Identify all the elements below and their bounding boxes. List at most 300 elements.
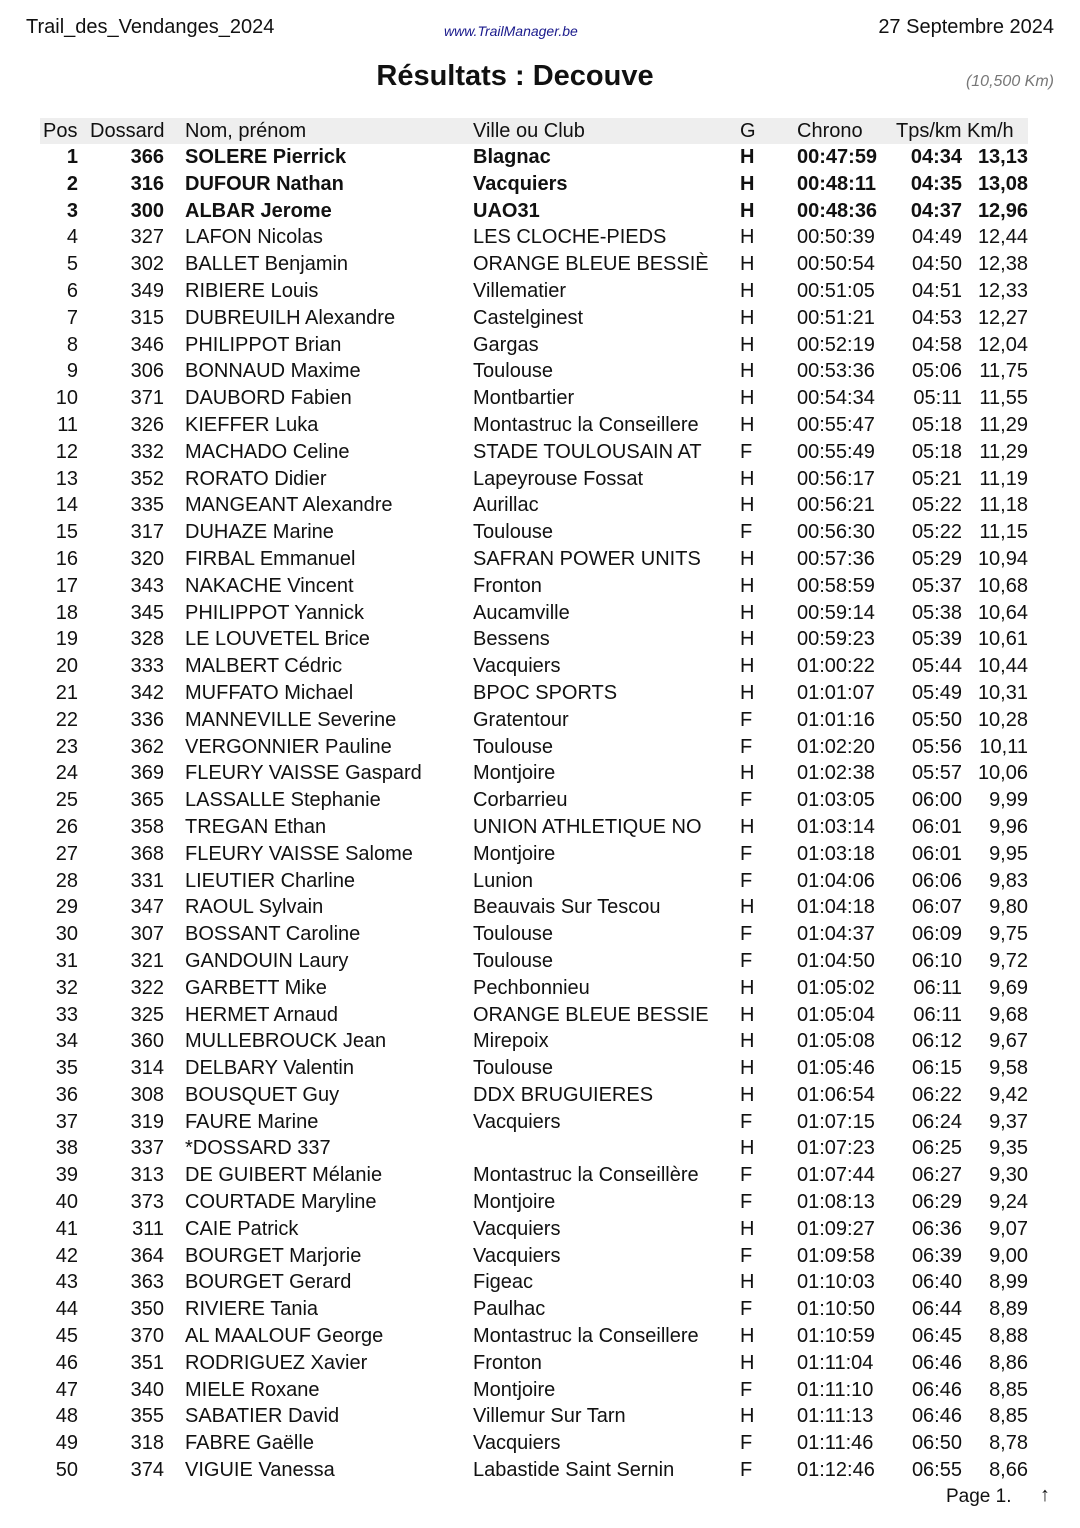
cell-sex: F [740,1378,753,1401]
cell-sex: F [740,842,753,865]
cell-time: 01:08:13 [797,1191,875,1214]
cell-speed: 9,37 [989,1110,1028,1133]
cell-speed: 10,68 [977,574,1028,597]
cell-club: Gargas [473,333,539,356]
cell-time: 01:09:27 [797,1217,875,1240]
cell-time: 00:57:36 [797,547,875,570]
cell-club: Toulouse [473,735,554,758]
cell-pos: 1 [66,146,78,168]
cell-pace: 04:53 [911,306,962,329]
cell-pace: 06:22 [911,1083,962,1106]
cell-speed: 8,99 [989,1271,1028,1294]
up-arrow-icon[interactable]: ↑ [1040,1484,1050,1506]
cell-time: 00:50:54 [797,253,875,276]
cell-sex: H [740,976,755,999]
cell-sex: F [740,789,753,812]
cell-club: Montbartier [473,387,575,410]
cell-sex: H [740,1217,755,1240]
cell-pos: 6 [66,279,78,302]
cell-name: ALBAR Jerome [185,199,332,222]
cell-pace: 05:18 [911,413,962,436]
cell-dossard: 327 [130,226,164,249]
cell-club: Toulouse [473,360,554,383]
cell-sex: H [740,172,755,195]
cell-pace: 04:49 [911,226,962,249]
cell-sex: H [740,815,755,838]
col-pos-header: Pos [43,120,78,142]
cell-name: MALBERT Cédric [185,655,343,678]
cell-time: 01:06:54 [797,1083,875,1106]
cell-pos: 35 [55,1057,78,1080]
table-row [40,1109,1028,1136]
cell-time: 00:47:59 [797,146,878,168]
cell-dossard: 317 [130,521,164,544]
cell-dossard: 314 [130,1057,164,1080]
cell-sex: F [740,521,753,544]
cell-name: LE LOUVETEL Brice [185,628,370,651]
cell-dossard: 320 [130,547,164,570]
cell-name: LIEUTIER Charline [185,869,356,892]
cell-pos: 47 [55,1378,78,1401]
table-row [40,894,1028,921]
cell-club: Aucamville [473,601,570,624]
cell-dossard: 352 [130,467,164,490]
table-row [40,1457,1028,1484]
cell-dossard: 308 [130,1083,164,1106]
cell-sex: H [740,387,755,410]
cell-name: RIVIERE Tania [185,1298,319,1321]
cell-pos: 45 [55,1325,78,1348]
cell-speed: 11,75 [979,360,1028,383]
table-row [40,278,1028,305]
cell-pace: 05:44 [911,655,962,678]
cell-dossard: 366 [130,146,164,168]
cell-pace: 06:00 [911,789,962,812]
cell-name: PHILIPPOT Yannick [185,601,364,624]
cell-time: 00:52:19 [797,333,875,356]
cell-pace: 06:46 [911,1351,962,1374]
site-link[interactable]: www.TrailManager.be [444,23,578,39]
cell-dossard: 351 [130,1351,164,1374]
cell-name: DUHAZE Marine [185,521,334,544]
cell-sex: H [740,628,755,651]
cell-sex: F [740,1432,753,1455]
cell-dossard: 311 [132,1217,164,1240]
cell-time: 00:56:21 [797,494,875,517]
cell-time: 00:53:36 [797,360,875,383]
cell-sex: H [740,333,755,356]
cell-sex: H [740,467,755,490]
cell-pos: 37 [55,1110,78,1133]
cell-time: 01:10:03 [797,1271,875,1294]
cell-speed: 9,35 [989,1137,1028,1160]
cell-pos: 39 [55,1164,78,1187]
table-row [40,707,1028,734]
cell-club: BPOC SPORTS [473,681,618,704]
cell-pace: 06:09 [911,923,962,946]
cell-speed: 8,85 [989,1405,1028,1428]
cell-dossard: 302 [130,253,164,276]
cell-club: Villematier [473,279,566,302]
cell-sex: H [740,253,755,276]
results-table [40,118,1028,1484]
cell-sex: H [740,1137,755,1160]
cell-speed: 11,55 [979,387,1028,410]
cell-time: 01:05:08 [797,1030,875,1053]
cell-name: BOUSQUET Guy [185,1083,340,1106]
table-row [40,171,1028,198]
cell-name: FLEURY VAISSE Gaspard [185,762,422,785]
cell-club: Toulouse [473,521,554,544]
table-row [40,1028,1028,1055]
cell-speed: 13,13 [977,146,1028,168]
cell-speed: 10,94 [977,547,1028,570]
table-row [40,358,1028,385]
cell-dossard: 358 [130,815,164,838]
cell-name: MANNEVILLE Severine [185,708,397,731]
cell-dossard: 340 [130,1378,164,1401]
cell-speed: 10,64 [977,601,1028,624]
cell-pos: 25 [55,789,78,812]
cell-name: COURTADE Maryline [185,1191,377,1214]
cell-club: Villemur Sur Tarn [473,1405,626,1428]
cell-club: Montastruc la Conseillere [473,1325,699,1348]
cell-speed: 9,68 [989,1003,1028,1026]
cell-sex: F [740,1459,753,1482]
cell-sex: H [740,1083,755,1106]
col-name-header: Nom, prénom [185,120,307,142]
cell-speed: 9,69 [989,976,1028,999]
cell-time: 01:07:23 [797,1137,875,1160]
cell-club: Castelginest [473,306,584,329]
cell-pace: 05:37 [911,574,962,597]
cell-sex: H [740,896,755,919]
cell-time: 00:59:23 [797,628,875,651]
cell-sex: H [740,1030,755,1053]
cell-club: DDX BRUGUIERES [473,1083,654,1106]
cell-time: 00:55:47 [797,413,875,436]
cell-dossard: 313 [130,1164,164,1187]
cell-dossard: 315 [130,306,164,329]
cell-pos: 34 [55,1030,78,1053]
cell-dossard: 368 [130,842,164,865]
table-row [40,1002,1028,1029]
cell-name: MACHADO Celine [185,440,350,463]
cell-speed: 10,06 [977,762,1028,785]
cell-club: Figeac [473,1271,534,1294]
cell-pos: 19 [55,628,78,651]
cell-sex: H [740,547,755,570]
cell-dossard: 349 [130,279,164,302]
cell-sex: F [740,923,753,946]
cell-name: AL MAALOUF George [185,1325,384,1348]
event-date: 27 Septembre 2024 [878,16,1054,38]
cell-dossard: 362 [130,735,164,758]
cell-dossard: 332 [130,440,164,463]
cell-dossard: 374 [130,1459,164,1482]
cell-time: 00:58:59 [797,574,875,597]
cell-pace: 06:55 [911,1459,962,1482]
cell-dossard: 365 [130,789,164,812]
cell-sex: F [740,440,753,463]
cell-speed: 12,33 [977,279,1028,302]
table-row [40,412,1028,439]
cell-pos: 23 [55,735,78,758]
cell-name: FLEURY VAISSE Salome [185,842,413,865]
cell-pos: 4 [66,226,78,249]
cell-speed: 8,88 [989,1325,1028,1348]
cell-speed: 12,44 [977,226,1028,249]
cell-name: FIRBAL Emmanuel [185,547,356,570]
cell-name: DUFOUR Nathan [185,172,344,195]
cell-time: 00:48:11 [797,172,876,195]
cell-time: 01:01:07 [797,681,875,704]
cell-dossard: 300 [130,199,164,222]
cell-pace: 06:11 [913,976,962,999]
table-row [40,1082,1028,1109]
cell-club: Vacquiers [473,1110,561,1133]
cell-dossard: 337 [130,1137,164,1160]
cell-speed: 9,00 [989,1244,1028,1267]
cell-pos: 12 [55,440,78,463]
cell-speed: 9,72 [989,949,1028,972]
cell-dossard: 350 [130,1298,164,1321]
cell-speed: 9,95 [989,842,1028,865]
cell-name: MUFFATO Michael [185,681,354,704]
cell-name: MANGEANT Alexandre [185,494,393,517]
cell-pace: 06:39 [911,1244,962,1267]
cell-pos: 44 [55,1298,78,1321]
cell-name: SABATIER David [185,1405,340,1428]
cell-time: 01:05:04 [797,1003,875,1026]
cell-speed: 9,96 [989,815,1028,838]
cell-pace: 05:29 [911,547,962,570]
cell-pos: 5 [66,253,78,276]
cell-dossard: 336 [130,708,164,731]
cell-time: 01:04:50 [797,949,875,972]
cell-name: DUBREUILH Alexandre [185,306,396,329]
cell-sex: H [740,1057,755,1080]
cell-dossard: 307 [130,923,164,946]
cell-time: 01:11:04 [797,1351,874,1374]
cell-pace: 06:12 [911,1030,962,1053]
cell-pace: 05:39 [911,628,962,651]
table-row [40,948,1028,975]
table-row [40,1323,1028,1350]
cell-sex: H [740,146,755,168]
cell-dossard: 306 [130,360,164,383]
cell-speed: 12,38 [977,253,1028,276]
cell-club: Lapeyrouse Fossat [473,467,644,490]
cell-dossard: 325 [130,1003,164,1026]
cell-name: BONNAUD Maxime [185,360,361,383]
cell-dossard: 333 [130,655,164,678]
cell-pace: 06:27 [911,1164,962,1187]
cell-club: Corbarrieu [473,789,568,812]
cell-sex: H [740,279,755,302]
cell-name: CAIE Patrick [185,1217,299,1240]
cell-club: ORANGE BLEUE BESSIE [473,1003,709,1026]
cell-speed: 8,86 [989,1351,1028,1374]
cell-time: 01:11:10 [797,1378,874,1401]
table-row [40,224,1028,251]
cell-sex: H [740,1325,755,1348]
cell-sex: H [740,1003,755,1026]
cell-pace: 04:34 [910,146,962,168]
cell-pos: 18 [55,601,78,624]
cell-speed: 12,04 [977,333,1028,356]
cell-pace: 06:46 [911,1378,962,1401]
cell-time: 00:54:34 [797,387,875,410]
cell-time: 01:01:16 [797,708,875,731]
cell-time: 01:03:05 [797,789,875,812]
cell-time: 01:04:37 [797,923,875,946]
cell-pace: 06:36 [911,1217,962,1240]
cell-pos: 33 [55,1003,78,1026]
table-row [40,251,1028,278]
cell-time: 01:02:20 [797,735,875,758]
cell-club: Blagnac [473,146,551,168]
cell-sex: F [740,1298,753,1321]
cell-pos: 48 [55,1405,78,1428]
cell-time: 01:11:46 [797,1432,874,1455]
cell-sex: H [740,1405,755,1428]
cell-name: MULLEBROUCK Jean [185,1030,387,1053]
cell-pos: 41 [55,1217,78,1240]
col-club-header: Ville ou Club [473,120,585,142]
cell-pace: 05:11 [913,387,962,410]
cell-sex: F [740,1164,753,1187]
cell-pos: 16 [55,547,78,570]
cell-pace: 06:15 [911,1057,962,1080]
cell-club: LES CLOCHE-PIEDS [473,226,667,249]
table-row [40,385,1028,412]
cell-dossard: 373 [130,1191,164,1214]
cell-time: 01:03:14 [797,815,875,838]
cell-speed: 11,19 [979,467,1028,490]
cell-dossard: 370 [130,1325,164,1348]
cell-pace: 05:38 [911,601,962,624]
cell-dossard: 343 [130,574,164,597]
cell-dossard: 345 [130,601,164,624]
cell-pos: 14 [55,494,78,517]
cell-sex: H [740,655,755,678]
cell-club: Vacquiers [473,172,568,195]
cell-speed: 8,66 [989,1459,1028,1482]
cell-dossard: 371 [130,387,164,410]
cell-dossard: 335 [130,494,164,517]
table-row [40,466,1028,493]
cell-speed: 10,44 [977,655,1028,678]
cell-speed: 10,11 [979,735,1028,758]
cell-sex: F [740,1110,753,1133]
cell-pos: 26 [55,815,78,838]
cell-club: Montastruc la Conseillère [473,1164,699,1187]
cell-dossard: 363 [130,1271,164,1294]
cell-club: Montjoire [473,1191,556,1214]
cell-name: VIGUIE Vanessa [185,1459,335,1482]
cell-dossard: 326 [130,413,164,436]
cell-sex: H [740,574,755,597]
cell-club: Mirepoix [473,1030,549,1053]
cell-dossard: 331 [130,869,164,892]
cell-pos: 30 [55,923,78,946]
cell-name: DAUBORD Fabien [185,387,352,410]
cell-name: BOURGET Marjorie [185,1244,362,1267]
table-row [40,1216,1028,1243]
table-row [40,868,1028,895]
cell-pace: 05:22 [911,494,962,517]
cell-time: 01:04:18 [797,896,875,919]
cell-name: FABRE Gaëlle [185,1432,314,1455]
cell-dossard: 328 [130,628,164,651]
cell-pos: 22 [55,708,78,731]
cell-club: Aurillac [473,494,539,517]
cell-dossard: 364 [130,1244,164,1267]
cell-sex: H [740,413,755,436]
cell-speed: 8,85 [989,1378,1028,1401]
cell-name: SOLERE Pierrick [185,146,347,168]
cell-speed: 8,78 [989,1432,1028,1455]
cell-sex: F [740,708,753,731]
cell-club: UNION ATHLETIQUE NO [473,815,702,838]
cell-sex: H [740,494,755,517]
cell-speed: 9,80 [989,896,1028,919]
cell-club: ORANGE BLEUE BESSIÈ [473,253,709,276]
cell-name: MIELE Roxane [185,1378,320,1401]
cell-pace: 04:58 [911,333,962,356]
cell-pos: 46 [55,1351,78,1374]
cell-club: Montjoire [473,842,556,865]
table-body [40,144,1028,1484]
cell-name: BALLET Benjamin [185,253,349,276]
cell-pace: 05:22 [911,521,962,544]
cell-time: 00:51:05 [797,279,875,302]
cell-pace: 05:18 [911,440,962,463]
cell-pace: 05:49 [911,681,962,704]
cell-pos: 42 [55,1244,78,1267]
cell-speed: 9,99 [989,789,1028,812]
cell-sex: H [740,199,755,222]
cell-sex: H [740,360,755,383]
table-row [40,439,1028,466]
cell-speed: 9,42 [989,1083,1028,1106]
cell-time: 00:56:17 [797,467,875,490]
cell-pace: 04:37 [910,199,962,222]
cell-pos: 10 [55,387,78,410]
table-row [40,1377,1028,1404]
race-distance: (10,500 Km) [965,73,1054,90]
cell-pace: 06:40 [911,1271,962,1294]
cell-pace: 06:24 [911,1110,962,1133]
cell-pos: 11 [57,413,78,436]
table-row [40,760,1028,787]
cell-name: LAFON Nicolas [185,226,323,249]
cell-club: Toulouse [473,923,554,946]
cell-dossard: 346 [130,333,164,356]
cell-name: HERMET Arnaud [185,1003,339,1026]
cell-time: 01:07:44 [797,1164,875,1187]
cell-pace: 05:06 [911,360,962,383]
table-row [40,1243,1028,1270]
cell-sex: F [740,949,753,972]
cell-pos: 31 [55,949,78,972]
cell-sex: H [740,1271,755,1294]
cell-pace: 04:50 [911,253,962,276]
table-row [40,144,1028,171]
cell-pace: 05:50 [911,708,962,731]
cell-name: TREGAN Ethan [185,815,327,838]
